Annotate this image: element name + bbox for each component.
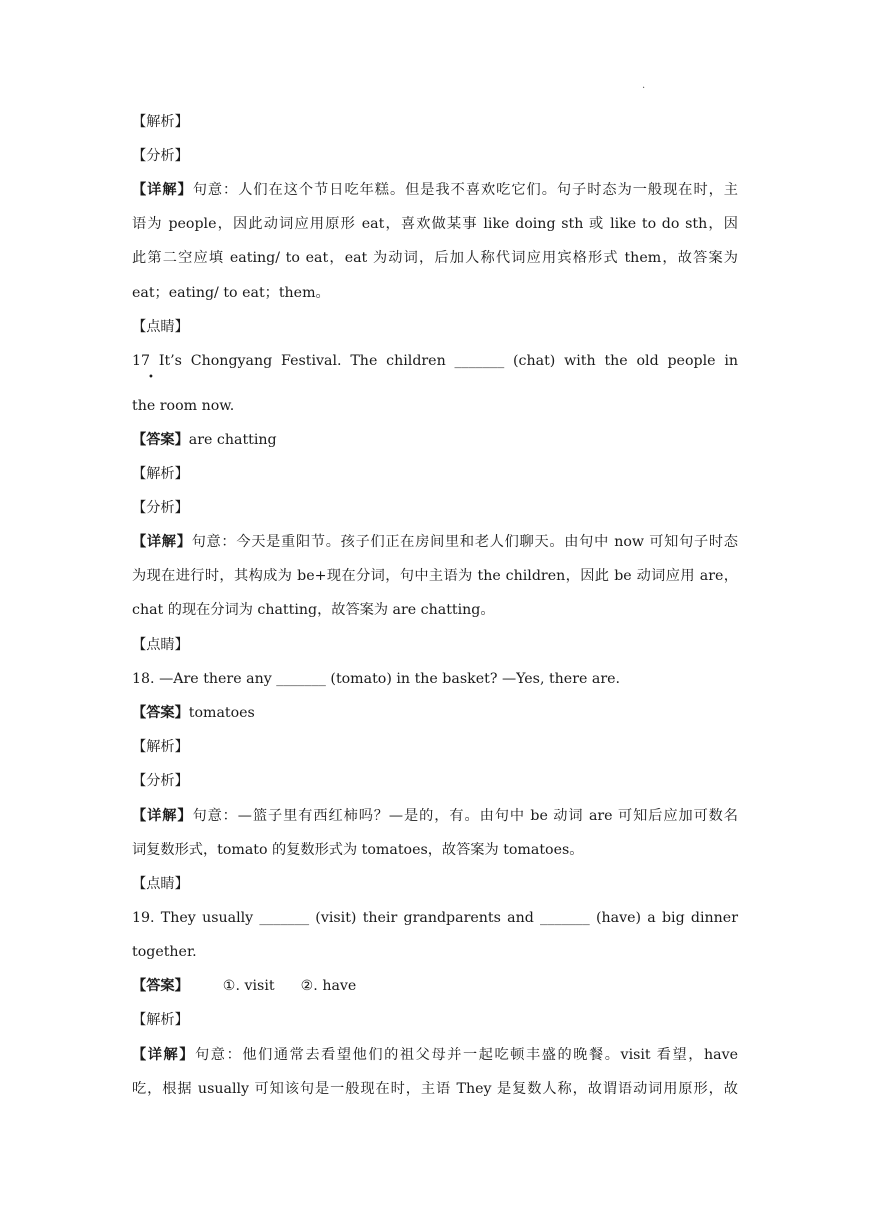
answer-18 bbox=[132, 703, 738, 723]
xiangjie-text: 句意：他们通常去看望他们的祖父母并一起吃顿丰盛的晚餐。visit 看望，have bbox=[195, 1047, 738, 1063]
question-17-line-2: the room now. bbox=[132, 398, 235, 414]
header-dot: . bbox=[642, 80, 646, 91]
xiangjie-text: 句意：今天是重阳节。孩子们正在房间里和老人们聊天。由句中 now 可知句子时态 bbox=[191, 534, 738, 550]
answer-17 bbox=[132, 430, 738, 450]
emphasis-dot: • bbox=[148, 372, 154, 383]
jiexi-label-16: 【解析】 bbox=[132, 114, 189, 130]
xiangjie-text: 句意：人们在这个节日吃年糕。但是我不喜欢吃它们。句子时态为一般现在时，主 bbox=[192, 182, 738, 198]
fenxi-label-17: 【分析】 bbox=[132, 500, 189, 516]
jiexi-label-19: 【解析】 bbox=[132, 1012, 189, 1028]
xiangjie-line-19-1 bbox=[132, 1045, 738, 1065]
xiangjie-text: 句意：—篮子里有西红柿吗？—是的，有。由句中 be 动词 are 可知后应加可数名 bbox=[192, 808, 738, 824]
jiexi-label-18: 【解析】 bbox=[132, 739, 189, 755]
answer-value-19-2: ②. have bbox=[300, 978, 357, 994]
dianjing-label-16: 【点睛】 bbox=[132, 319, 189, 335]
xiangjie-line-19-2: 吃，根据 usually 可知该句是一般现在时，主语 They 是复数人称，故谓语动词用原形，故 bbox=[132, 1081, 738, 1097]
fenxi-label-16: 【分析】 bbox=[132, 148, 189, 164]
answer-label-17: 【答案】 bbox=[132, 432, 189, 448]
answer-label-19: 【答案】 bbox=[132, 978, 189, 994]
xiangjie-line-17-1 bbox=[132, 532, 738, 552]
question-17-line-1: 17 It’s Chongyang Festival. The children _______ (chat) with the old people in bbox=[132, 353, 738, 369]
xiangjie-line-16-4: eat；eating/ to eat；them。 bbox=[132, 285, 330, 301]
question-19-line-1: 19. They usually _______ (visit) their grandparents and _______ (have) a big dinner bbox=[132, 910, 738, 926]
dianjing-label-18: 【点睛】 bbox=[132, 876, 189, 892]
question-18: 18. —Are there any _______ (tomato) in the basket? —Yes, there are. bbox=[132, 671, 621, 687]
xiangjie-line-17-3: chat 的现在分词为 chatting，故答案为 are chatting。 bbox=[132, 602, 495, 618]
jiexi-label-17: 【解析】 bbox=[132, 466, 189, 482]
answer-19 bbox=[132, 976, 738, 996]
fenxi-label-18: 【分析】 bbox=[132, 773, 189, 789]
xiangjie-line-16-1 bbox=[132, 180, 738, 200]
answer-value-18: tomatoes bbox=[188, 705, 255, 721]
xiangjie-line-16-3: 此第二空应填 eating/ to eat，eat 为动词，后加人称代词应用宾格形式 them，故答案为 bbox=[132, 250, 738, 266]
question-19-line-2: together. bbox=[132, 944, 197, 960]
xiangjie-label-18: 【详解】 bbox=[132, 808, 193, 824]
xiangjie-label-16: 【详解】 bbox=[132, 182, 193, 198]
xiangjie-line-17-2: 为现在进行时，其构成为 be+现在分词，句中主语为 the children，因此 be 动词应用 are， bbox=[132, 568, 738, 584]
answer-label-18: 【答案】 bbox=[132, 705, 189, 721]
answer-value-17: are chatting bbox=[188, 432, 277, 448]
xiangjie-line-18-1 bbox=[132, 806, 738, 826]
xiangjie-label-17: 【详解】 bbox=[132, 534, 192, 550]
xiangjie-line-18-2: 词复数形式，tomato 的复数形式为 tomatoes，故答案为 tomatoes。 bbox=[132, 842, 584, 858]
answer-value-19-1: ①. visit bbox=[222, 978, 275, 994]
xiangjie-line-16-2: 语为 people，因此动词应用原形 eat，喜欢做某事 like doing sth 或 like to do sth，因 bbox=[132, 216, 738, 232]
dianjing-label-17: 【点睛】 bbox=[132, 637, 189, 653]
xiangjie-label-19: 【详解】 bbox=[132, 1047, 196, 1063]
